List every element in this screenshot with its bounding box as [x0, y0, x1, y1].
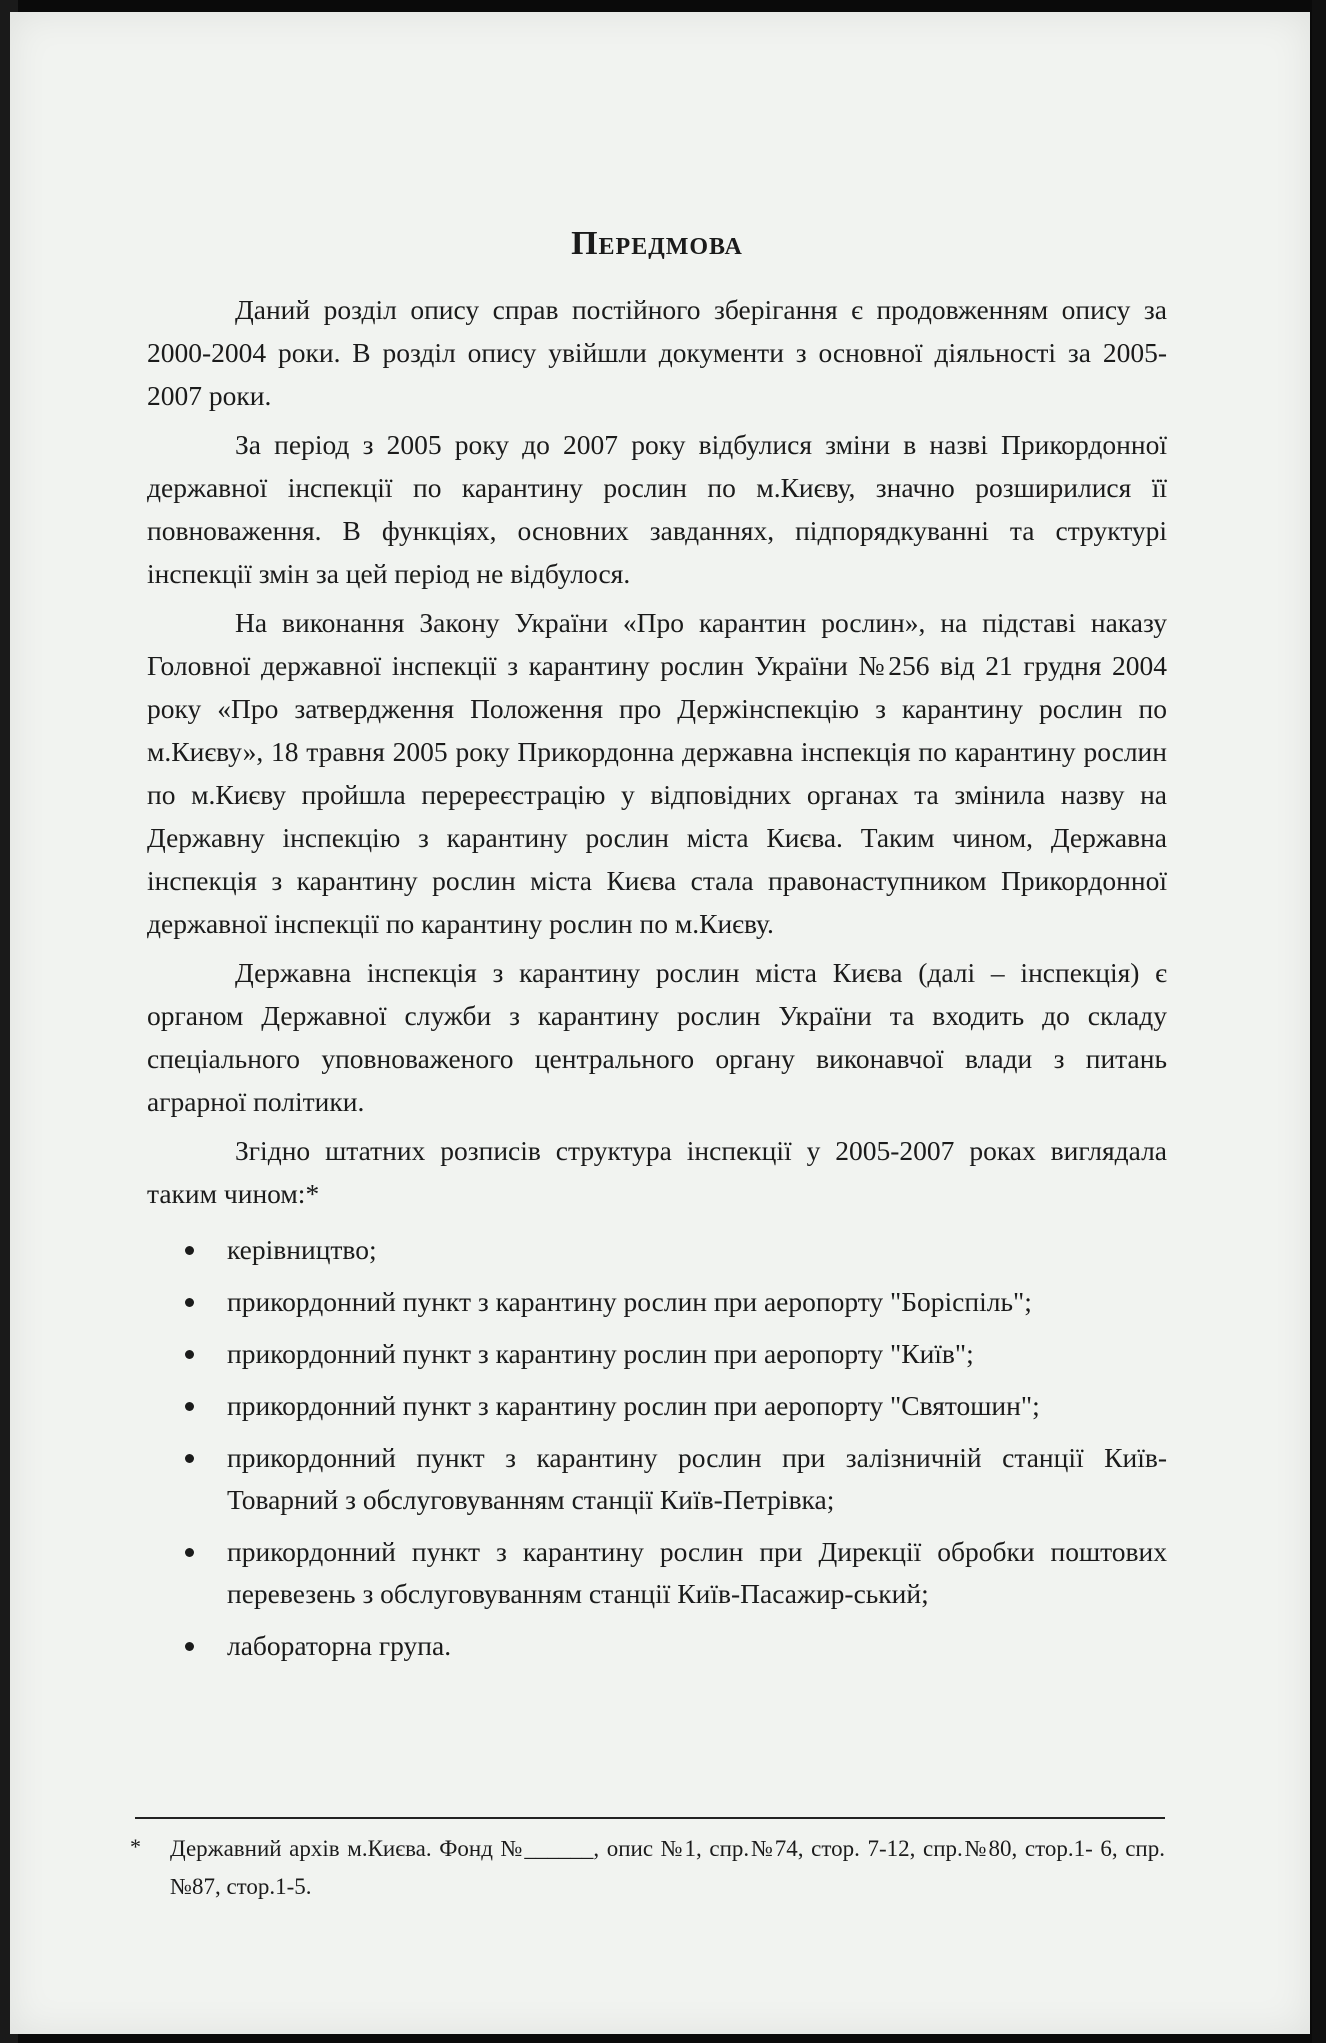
- list-item: [147, 1229, 1167, 1271]
- footnote-text: Державний архів м.Києва. Фонд №______, опис №1, спр.№74, стор. 7-12, спр.№80, стор.1- 6, спр.№87, стор.1-5.: [170, 1836, 1165, 1899]
- scan-edge-right: [1312, 0, 1326, 2043]
- bullet-icon: [185, 1454, 194, 1463]
- bullet-icon: [185, 1246, 194, 1255]
- bullet-icon: [185, 1402, 194, 1411]
- bullet-icon: [185, 1642, 194, 1651]
- list-item-text: прикордонний пункт з карантину рослин при залізничній станції Київ-Товарний з обслуговуванням станції Київ-Петрівка;: [227, 1442, 1167, 1515]
- footnote-mark: *: [130, 1834, 141, 1859]
- list-item: [147, 1625, 1167, 1667]
- page-title: Передмова: [571, 225, 743, 262]
- list-item-text: лабораторна група.: [227, 1630, 452, 1661]
- document-page: [10, 12, 1310, 2034]
- bullet-icon: [185, 1350, 194, 1359]
- list-item: [147, 1281, 1167, 1323]
- list-item-text: прикордонний пункт з карантину рослин при аеропорту "Боріспіль";: [227, 1286, 1032, 1317]
- paragraph-law: На виконання Закону України «Про карантин рослин», на підставі наказу Головної державної інспекції з карантину рослин України №256 від 21 грудня 2004 року «Про затвердження Положення про Держінспекцію з карантину рослин по м.Києву», 18 травня 2005 року Прикордонна державна інспекція по карантину рослин по м.Києву пройшла перереєстрацію у відповідних органах та змінила назву на Державну інспекцію з карантину рослин міста Києва. Таким чином, Державна інспекція з карантину рослин міста Києва стала правонаступником Прикордонної державної інспекції по карантину рослин по м.Києву.: [147, 607, 1167, 939]
- footnote: [130, 1830, 1165, 1906]
- list-item-text: прикордонний пункт з карантину рослин при аеропорту "Київ";: [227, 1338, 974, 1369]
- bullet-icon: [185, 1548, 194, 1557]
- paragraph-structure: Згідно штатних розписів структура інспекції у 2005-2007 роках виглядала таким чином:*: [147, 1135, 1167, 1209]
- list-item: [147, 1437, 1167, 1521]
- document-body: [147, 222, 1167, 1677]
- structure-list: [147, 1229, 1167, 1667]
- list-item-text: прикордонний пункт з карантину рослин при Дирекції обробки поштових перевезень з обслуговуванням станції Київ-Пасажир-ський;: [227, 1536, 1167, 1609]
- list-item: [147, 1385, 1167, 1427]
- list-item: [147, 1333, 1167, 1375]
- paragraph-status: Державна інспекція з карантину рослин міста Києва (далі – інспекція) є органом Державної служби з карантину рослин України та входить до складу спеціального уповноваженого центрального органу виконавчої влади з питань аграрної політики.: [147, 957, 1167, 1117]
- list-item-text: керівництво;: [227, 1234, 377, 1265]
- bullet-icon: [185, 1298, 194, 1307]
- list-item: [147, 1531, 1167, 1615]
- list-item-text: прикордонний пункт з карантину рослин при аеропорту "Святошин";: [227, 1390, 1040, 1421]
- paragraph-changes: За період з 2005 року до 2007 року відбулися зміни в назві Прикордонної державної інспекції по карантину рослин по м.Києву, значно розширилися її повноваження. В функціях, основних завданнях, підпорядкуванні та структурі інспекції змін за цей період не відбулося.: [147, 429, 1167, 589]
- footnote-divider: [135, 1817, 1165, 1819]
- paragraph-intro: Даний розділ опису справ постійного зберігання є продовженням опису за 2000-2004 роки. В розділ опису увійшли документи з основної діяльності за 2005-2007 роки.: [147, 294, 1167, 411]
